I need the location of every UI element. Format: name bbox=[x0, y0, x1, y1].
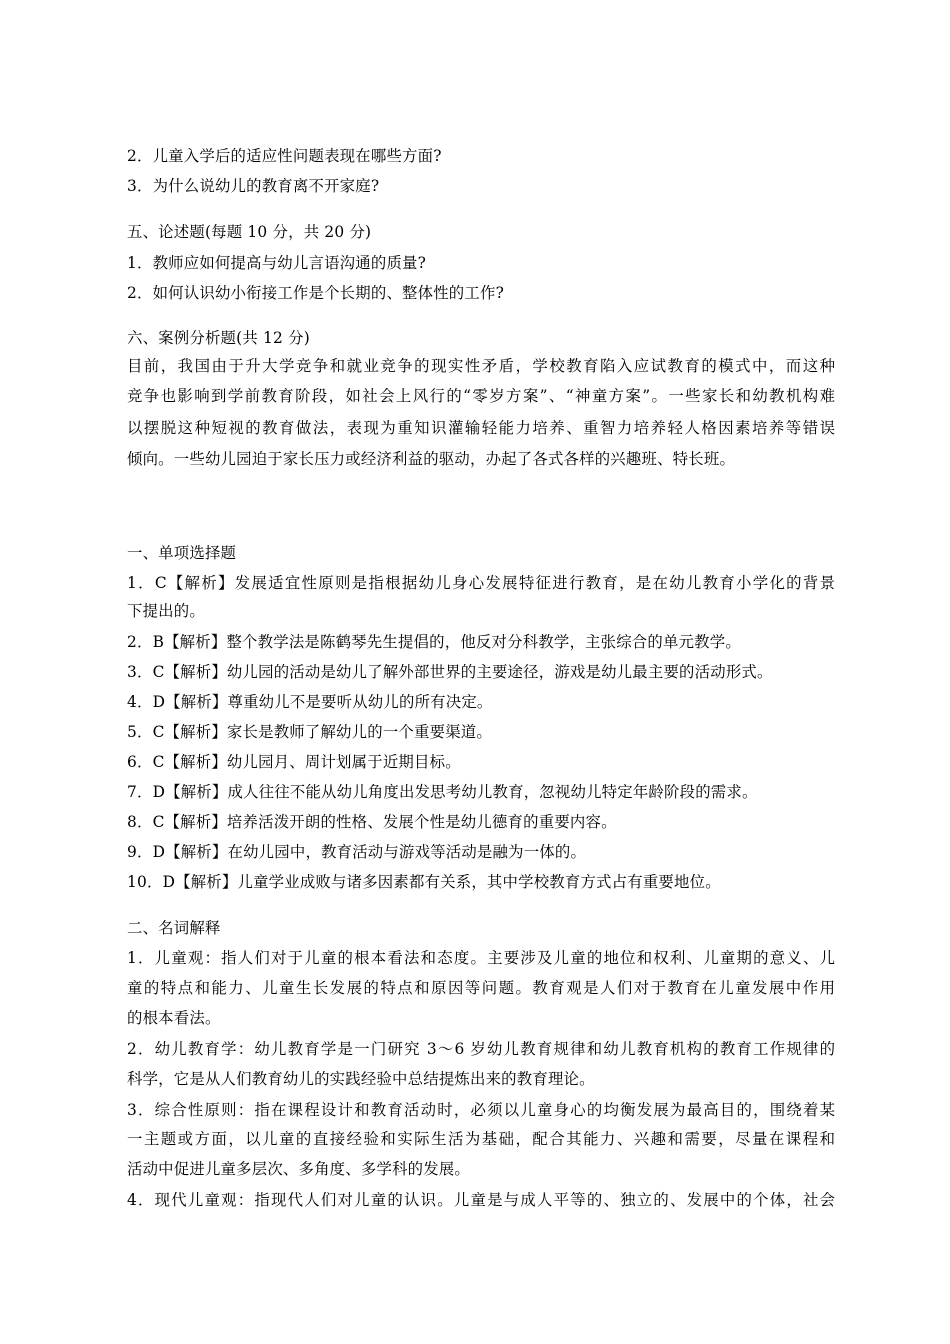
case-analysis-line-1: 目前，我国由于升大学竞争和就业竞争的现实性矛盾，学校教育陷入应试教育的模式中，而这种 bbox=[127, 357, 835, 375]
short-answer-question-2: 2．儿童入学后的适应性问题表现在哪些方面? bbox=[127, 147, 442, 165]
single-choice-answer-line: 8．C【解析】培养活泼开朗的性格、发展个性是幼儿德育的重要内容。 bbox=[127, 813, 617, 831]
term-answer-line: 科学，它是从人们教育幼儿的实践经验中总结提炼出来的教育理论。 bbox=[127, 1070, 595, 1088]
essay-section-heading: 五、论述题(每题 10 分，共 20 分) bbox=[127, 223, 372, 241]
term-answer-line: 童的特点和能力、儿童生长发展的特点和原因等问题。教育观是人们对于教育在儿童发展中作用 bbox=[127, 979, 835, 997]
term-answer-line: 4．现代儿童观：指现代人们对儿童的认识。儿童是与成人平等的、独立的、发展中的个体，社会 bbox=[127, 1191, 835, 1209]
single-choice-answers-heading: 一、单项选择题 bbox=[127, 544, 237, 562]
term-answer-line: 3．综合性原则：指在课程设计和教育活动时，必须以儿童身心的均衡发展为最高目的，围绕着某 bbox=[127, 1101, 835, 1119]
term-answer-line: 2．幼儿教育学：幼儿教育学是一门研究 3～6 岁幼儿教育规律和幼儿教育机构的教育工作规律的 bbox=[127, 1040, 835, 1058]
single-choice-answer-line: 下提出的。 bbox=[127, 602, 205, 620]
case-analysis-heading: 六、案例分析题(共 12 分) bbox=[127, 329, 310, 347]
case-analysis-line-3: 以摆脱这种短视的教育做法，表现为重知识灌输轻能力培养、重智力培养轻人格因素培养等错误 bbox=[127, 419, 835, 437]
single-choice-answer-line: 1．C【解析】发展适宜性原则是指根据幼儿身心发展特征进行教育，是在幼儿教育小学化的背景 bbox=[127, 574, 835, 592]
case-analysis-line-2: 竞争也影响到学前教育阶段，如社会上风行的“零岁方案”、“神童方案”。一些家长和幼教机构难 bbox=[127, 387, 835, 405]
single-choice-answer-line: 7．D【解析】成人往往不能从幼儿角度出发思考幼儿教育，忽视幼儿特定年龄阶段的需求。 bbox=[127, 783, 758, 801]
term-answer-line: 1．儿童观：指人们对于儿童的根本看法和态度。主要涉及儿童的地位和权利、儿童期的意义、儿 bbox=[127, 949, 835, 967]
essay-question-2: 2．如何认识幼小衔接工作是个长期的、整体性的工作? bbox=[127, 284, 505, 302]
single-choice-answer-line: 10．D【解析】儿童学业成败与诸多因素都有关系，其中学校教育方式占有重要地位。 bbox=[127, 873, 721, 891]
case-analysis-line-4: 倾向。一些幼儿园迫于家长压力或经济利益的驱动，办起了各式各样的兴趣班、特长班。 bbox=[127, 450, 736, 468]
term-answer-line: 活动中促进儿童多层次、多角度、多学科的发展。 bbox=[127, 1160, 470, 1178]
essay-question-1: 1．教师应如何提高与幼儿言语沟通的质量? bbox=[127, 254, 427, 272]
term-answer-line: 一主题或方面，以儿童的直接经验和实际生活为基础，配合其能力、兴趣和需要，尽量在课程和 bbox=[127, 1130, 835, 1148]
single-choice-answer-line: 2．B【解析】整个教学法是陈鹤琴先生提倡的，他反对分科教学，主张综合的单元教学。 bbox=[127, 633, 741, 651]
term-answer-line: 的根本看法。 bbox=[127, 1009, 221, 1027]
single-choice-answer-line: 4．D【解析】尊重幼儿不是要听从幼儿的所有决定。 bbox=[127, 693, 493, 711]
single-choice-answer-line: 9．D【解析】在幼儿园中，教育活动与游戏等活动是融为一体的。 bbox=[127, 843, 587, 861]
single-choice-answer-line: 3．C【解析】幼儿园的活动是幼儿了解外部世界的主要途径，游戏是幼儿最主要的活动形式。 bbox=[127, 663, 773, 681]
single-choice-answer-line: 6．C【解析】幼儿园月、周计划属于近期目标。 bbox=[127, 753, 461, 771]
short-answer-question-3: 3．为什么说幼儿的教育离不开家庭? bbox=[127, 177, 380, 195]
single-choice-answer-line: 5．C【解析】家长是教师了解幼儿的一个重要渠道。 bbox=[127, 723, 492, 741]
terms-answers-heading: 二、名词解释 bbox=[127, 919, 221, 937]
